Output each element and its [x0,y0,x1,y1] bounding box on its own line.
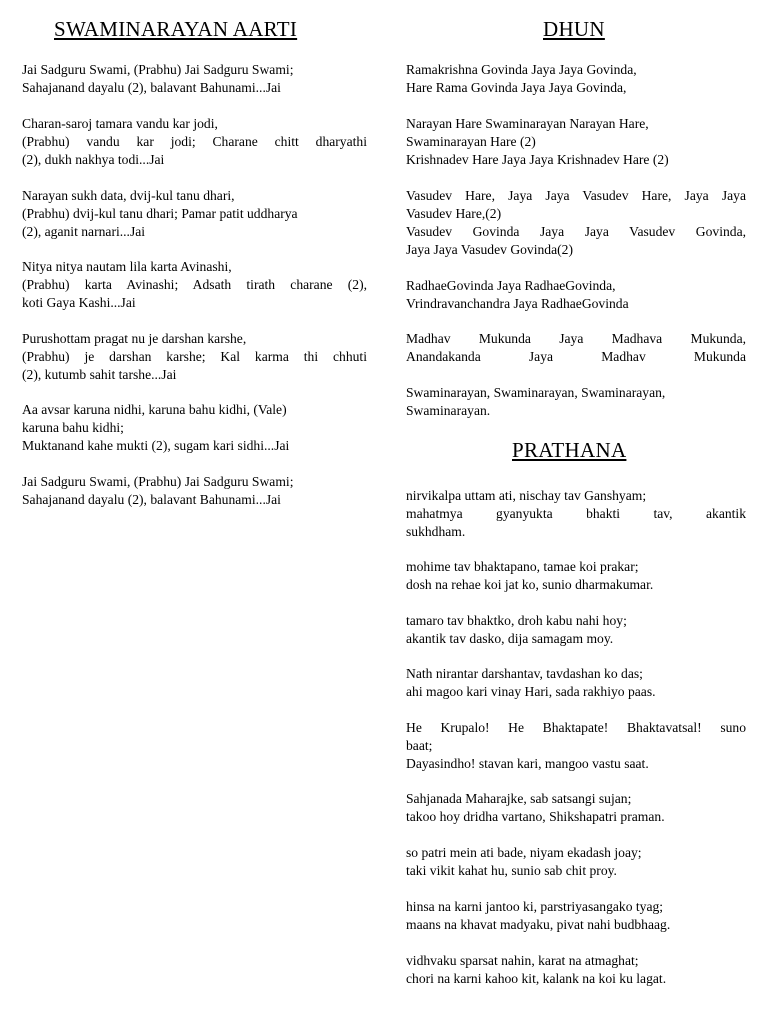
aarti-line: (2), aganit narnari...Jai [22,224,146,239]
dhun-line: RadhaeGovinda Jaya RadhaeGovinda, [406,278,616,293]
dhun-line: Madhav Mukunda Jaya Madhava Mukunda, [406,331,746,346]
dhun-line: Krishnadev Hare Jaya Jaya Krishnadev Hare (2) [406,152,669,167]
prathana-line: Sahjanada Maharajke, sab satsangi sujan; [406,791,632,806]
prathana-stanza [406,898,746,934]
dhun-line: Narayan Hare Swaminarayan Narayan Hare, [406,116,649,131]
prathana-line: Dayasindho! stavan kari, mangoo vastu saat. [406,756,649,771]
aarti-line: Purushottam pragat nu je darshan karshe, [22,331,247,346]
aarti-line: (Prabhu) dvij-kul tanu dhari; Pamar patit uddharya [22,206,298,221]
dhun-stanza [406,115,746,169]
aarti-stanza [22,61,367,97]
prathana-line: Nath nirantar darshantav, tavdashan ko das; [406,666,643,681]
prathana-line: He Krupalo! He Bhaktapate! Bhaktavatsal! suno [406,720,746,735]
prathana-line: chori na karni kahoo kit, kalank na koi ku lagat. [406,971,667,986]
prathana-line: mahatmya gyanyukta bhakti tav, akantik [406,506,746,521]
aarti-line: (2), kutumb sahit tarshe...Jai [22,367,177,382]
aarti-stanza [22,115,367,169]
aarti-line: (Prabhu) karta Avinashi; Adsath tirath charane (2), [22,277,367,292]
prathana-line: akantik tav dasko, dija samagam moy. [406,631,614,646]
prathana-line: maans na khavat madyaku, pivat nahi budbhaag. [406,917,671,932]
prathana-stanza [406,952,746,988]
aarti-stanza [22,187,367,241]
prathana-stanza [406,487,746,541]
prathana-line: tamaro tav bhaktko, droh kabu nahi hoy; [406,613,627,628]
dhun-line: Swaminarayan Hare (2) [406,134,536,149]
dhun-line: Vasudev Hare,(2) [406,206,502,221]
aarti-line: koti Gaya Kashi...Jai [22,295,136,310]
dhun-line: Hare Rama Govinda Jaya Jaya Govinda, [406,80,627,95]
prathana-line: vidhvaku sparsat nahin, karat na atmaghat; [406,953,639,968]
prathana-line: taki vikit kahat hu, sunio sab chit proy. [406,863,617,878]
prathana-line: mohime tav bhaktapano, tamae koi prakar; [406,559,639,574]
dhun-stanza [406,187,746,259]
aarti-line: (Prabhu) vandu kar jodi; Charane chitt dharyathi [22,134,367,149]
prathana-line: nirvikalpa uttam ati, nischay tav Ganshyam; [406,488,647,503]
aarti-line: Jai Sadguru Swami, (Prabhu) Jai Sadguru Swami; [22,62,294,77]
prathana-title: PRATHANA [512,438,627,462]
dhun-stanza [406,384,746,420]
prathana-stanza [406,612,746,648]
dhun-line: Vasudev Hare, Jaya Jaya Vasudev Hare, Jaya Jaya [406,188,746,203]
aarti-stanza [22,401,367,455]
dhun-title: DHUN [543,17,605,41]
prathana-stanza [406,790,746,826]
aarti-stanza [22,258,367,312]
aarti-line: Sahajanand dayalu (2), balavant Bahunami...Jai [22,492,281,507]
prathana-line: dosh na rehae koi jat ko, sunio dharmakumar. [406,577,654,592]
prathana-line: so patri mein ati bade, niyam ekadash joay; [406,845,642,860]
dhun-line: Swaminarayan, Swaminarayan, Swaminarayan, [406,385,666,400]
aarti-line: Aa avsar karuna nidhi, karuna bahu kidhi, (Vale) [22,402,287,417]
prathana-line: takoo hoy dridha vartano, Shikshapatri praman. [406,809,665,824]
aarti-line: Muktanand kahe mukti (2), sugam kari sidhi...Jai [22,438,290,453]
prathana-stanza [406,558,746,594]
prathana-line: baat; [406,738,433,753]
dhun-stanza [406,61,746,97]
aarti-line: Sahajanand dayalu (2), balavant Bahunami...Jai [22,80,281,95]
dhun-line: Vrindravanchandra Jaya RadhaeGovinda [406,296,629,311]
aarti-line: Jai Sadguru Swami, (Prabhu) Jai Sadguru Swami; [22,474,294,489]
dhun-stanza [406,277,746,313]
aarti-line: (2), dukh nakhya todi...Jai [22,152,165,167]
aarti-stanza [22,473,367,509]
aarti-line: Narayan sukh data, dvij-kul tanu dhari, [22,188,235,203]
dhun-line: Jaya Jaya Vasudev Govinda(2) [406,242,573,257]
aarti-line: Nitya nitya nautam lila karta Avinashi, [22,259,232,274]
aarti-stanza [22,330,367,384]
aarti-line: Charan-saroj tamara vandu kar jodi, [22,116,218,131]
dhun-line: Vasudev Govinda Jaya Jaya Vasudev Govinda, [406,224,746,239]
dhun-line: Ramakrishna Govinda Jaya Jaya Govinda, [406,62,637,77]
dhun-line: Swaminarayan. [406,403,491,418]
prathana-stanza [406,665,746,701]
dhun-stanza [406,330,746,366]
aarti-line: (Prabhu) je darshan karshe; Kal karma thi chhuti [22,349,367,364]
prathana-line: ahi magoo kari vinay Hari, sada rakhiyo paas. [406,684,656,699]
aarti-title: SWAMINARAYAN AARTI [54,17,298,41]
dhun-line: Anandakanda Jaya Madhav Mukunda [406,349,746,364]
prathana-line: hinsa na karni jantoo ki, parstriyasangako tyag; [406,899,664,914]
prathana-line: sukhdham. [406,524,466,539]
prathana-stanza [406,719,746,773]
aarti-line: karuna bahu kidhi; [22,420,124,435]
prathana-stanza [406,844,746,880]
